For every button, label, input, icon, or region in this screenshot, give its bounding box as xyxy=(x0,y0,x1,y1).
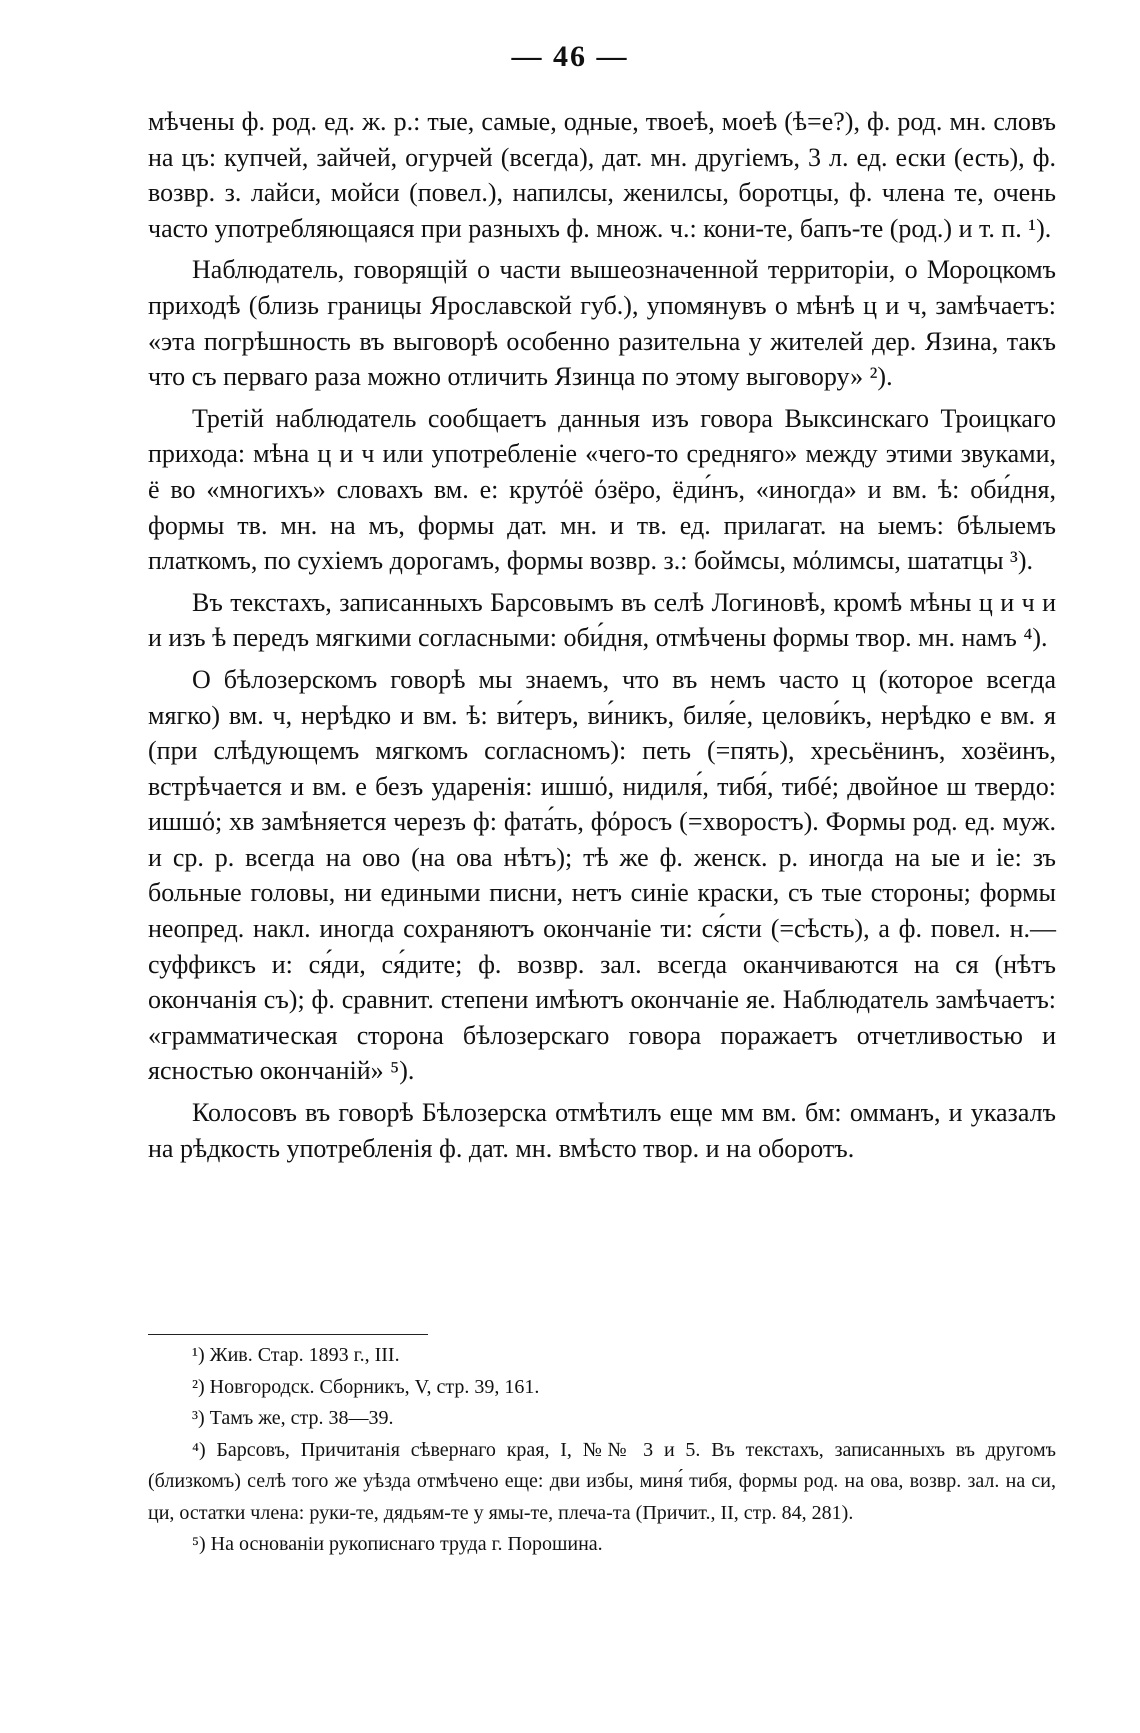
footnote: ¹) Жив. Стар. 1893 г., III. xyxy=(192,1344,400,1366)
paragraph: Наблюдатель, говорящій о части вышеозначенной территоріи, о Мороцкомъ приходѣ (близь границы Ярославской губ.), упомянувъ о мѣнѣ ц и ч, замѣчаетъ: «эта погрѣшность въ выговорѣ особенно разительна у жителей дер. Язина, такъ что съ перваго раза можно отличить Язинца по этому выговору» ²). xyxy=(148,255,1056,392)
footnotes xyxy=(148,1340,1056,1561)
footnote: ⁴) Барсовъ, Причитанія сѣвернаго края, I, №№ 3 и 5. Въ текстахъ, записанныхъ въ другомъ (близкомъ) селѣ того же уѣзда отмѣчено еще: дви избы, миня́ тибя, формы род. на ова, возвр. зал. на си, ци, остатки члена: руки-те, дядьям-те у ямы-те, плеча-та (Причит., II, стр. 84, 281). xyxy=(148,1438,1056,1524)
paragraph: мѣчены ф. род. ед. ж. р.: тые, самые, одные, твоеѣ, моеѣ (ѣ=е?), ф. род. мн. словъ на цъ: купчей, зайчей, огурчей (всегда), дат. мн. другіемъ, 3 л. ед. ески (есть), ф. возвр. з. лайси, мойси (повел.), напилсы, женилсы, боротцы, ф. члена те, очень часто употребляющаяся при разныхъ ф. множ. ч.: кони-те, бапъ-те (род.) и т. п. ¹). xyxy=(148,107,1056,243)
footnote: ³) Тамъ же, стр. 38—39. xyxy=(192,1407,394,1429)
paragraph: Въ текстахъ, записанныхъ Барсовымъ въ селѣ Логиновѣ, кромѣ мѣны ц и ч и и изъ ѣ передъ мягкими согласными: оби́дня, отмѣчены формы твор. мн. намъ ⁴). xyxy=(148,587,1056,653)
paragraph: О бѣлозерскомъ говорѣ мы знаемъ, что въ немъ часто ц (которое всегда мягко) вм. ч, нерѣдко и вм. ѣ: ви́теръ, ви́никъ, биля́е, целови́къ, нерѣдко е вм. я (при слѣдующемъ мягкомъ согласномъ): петь (=пять), хресьёнинъ, хозёинъ, встрѣчается и вм. е безъ ударенія: ишшό, нидиля́, тибя́, тибé; двойное ш твердо: ишшό; хв замѣняется черезъ ф: фата́ть, фόросъ (=хворостъ). Формы род. ед. муж. и ср. р. всегда на ово (на ова нѣтъ); тѣ же ф. женск. р. иногда на ые и іе: зъ больные головы, ни едиными писни, нетъ синіе краски, съ тые стороны; формы неопред. накл. иногда сохраняютъ окончаніе ти: ся́сти (=сѣсть), а ф. повел. н.— суффиксъ и: ся́ди, ся́дите; ф. возвр. зал. всегда оканчиваются на ся (нѣтъ окончанія съ); ф. сравнит. степени имѣютъ окончаніе яе. Наблюдатель замѣчаетъ: «грамматическая сторона бѣлозерскаго говора поражаетъ отчетливостью и ясностью окончаній» ⁵). xyxy=(148,664,1056,1086)
paragraph: Третій наблюдатель сообщаетъ данныя изъ говора Выксинскаго Троицкаго прихода: мѣна ц и ч или употребленіе «чего-то средняго» между этими звуками, ё во «многихъ» словахъ вм. е: крутόё όзёро, ёди́нъ, «иногда» и вм. ѣ: оби́дня, формы тв. мн. на мъ, формы дат. мн. и тв. ед. прилагат. на ыемъ: бѣлыемъ платкомъ, по сухіемъ дорогамъ, формы возвр. з.: боймсы, мόлимсы, шататцы ³). xyxy=(148,403,1056,576)
footnote: ²) Новгородск. Сборникъ, V, стр. 39, 161. xyxy=(192,1375,540,1398)
footnote: ⁵) На основаніи рукописнаго труда г. Порошина. xyxy=(192,1533,603,1555)
main-text xyxy=(148,104,1056,1172)
footnote-divider xyxy=(148,1334,428,1335)
paragraph: Колосовъ въ говорѣ Бѣлозерска отмѣтилъ еще мм вм. бм: омманъ, и указалъ на рѣдкость употребленія ф. дат. мн. вмѣсто твор. и на оборотъ. xyxy=(148,1098,1056,1163)
page-number: — 46 — xyxy=(511,40,629,73)
